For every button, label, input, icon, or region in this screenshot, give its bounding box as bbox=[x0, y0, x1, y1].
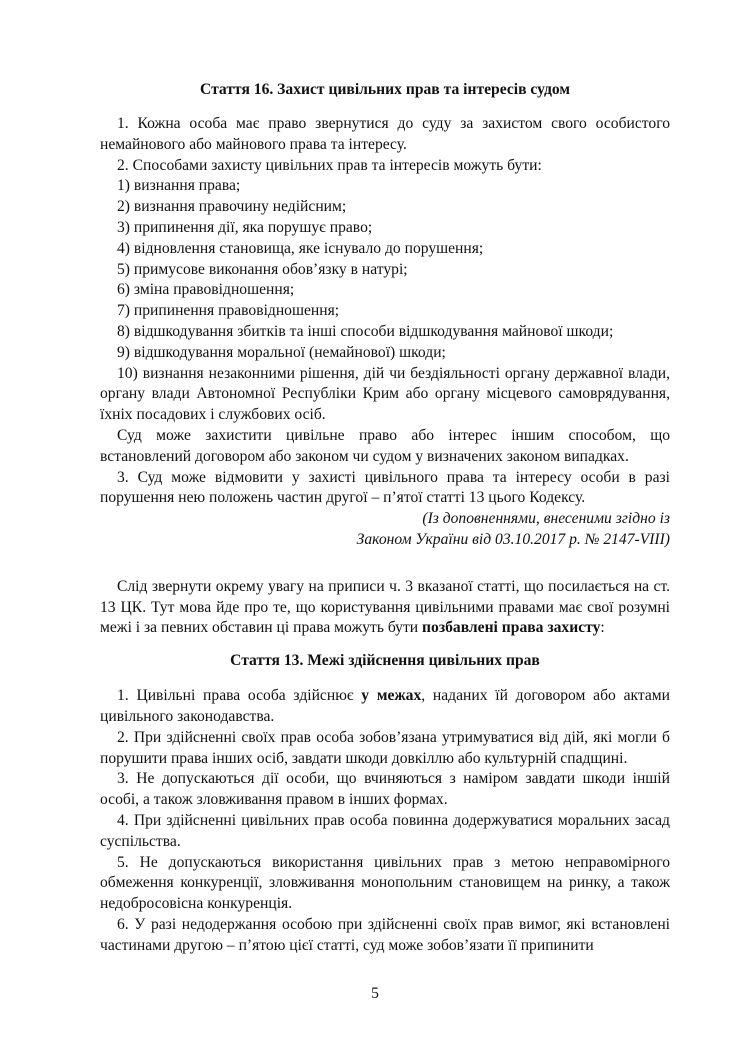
article-13-paragraph-6: 6. У разі недодержання особою при здійсненні своїх прав вимог, які встановлені частинами другою – п’ятою цієї статті, суд може зобов’язати її припинити bbox=[100, 915, 670, 954]
article-13-paragraph-5: 5. Не допускаються використання цивільних прав з метою неправомірного обмеження конкуренції, зловживання монопольним становищем на ринку, а також недобросовісна конкуренція. bbox=[100, 853, 670, 913]
article-16-paragraph-3: Суд може захистити цивільне право або інтерес іншим способом, що встановлений договором або законом чи судом у визначених законом випадках. bbox=[100, 426, 670, 465]
article-16-paragraph-2: 2. Способами захисту цивільних прав та інтересів можуть бути: bbox=[117, 156, 542, 174]
page-number: 5 bbox=[371, 985, 379, 1002]
section-spacer bbox=[100, 551, 670, 577]
article-13-p1-text: 1. Цивільні права особа здійснює bbox=[117, 687, 362, 705]
list-item: 5) примусове виконання обов’язку в натурі; bbox=[117, 260, 408, 278]
list-item: 4) відновлення становища, яке існувало до порушення; bbox=[117, 239, 484, 257]
list-item: 8) відшкодування збитків та інші способи відшкодування майнової шкоди; bbox=[117, 322, 614, 340]
article-13-paragraph-3: 3. Не допускаються дії особи, що вчиняються з наміром завдати шкоди іншій особі, а також зловживання правом в інших формах. bbox=[100, 770, 670, 809]
article-13-title: Стаття 13. Межі здійснення цивільних прав bbox=[230, 652, 540, 670]
commentary-paragraph bbox=[100, 577, 670, 639]
list-item: 2) визнання правочину недійсним; bbox=[117, 198, 347, 216]
list-item: 3) припинення дії, яка порушує право; bbox=[117, 218, 373, 236]
commentary-text: Слід звернути окрему увагу на приписи ч. 3 вказаної статті, що посилається на ст. 13 ЦК. Тут мова йде про те, що користування цивільними правами має свої розумні межі і за певних обставин ці права можуть бути bbox=[100, 577, 670, 637]
amendment-note-line-1: (Із доповненнями, внесеними згідно із bbox=[422, 510, 670, 528]
article-13-paragraph-1 bbox=[100, 686, 670, 728]
article-13-p1-rest: , наданих їй договором або актами цивільного законодавства. bbox=[100, 687, 670, 725]
list-item: 10) визнання незаконними рішення, дій чи бездіяльності органу державної влади, органу влади Автономної Республіки Крим або органу місцевого самоврядування, їхніх посадових і службових осіб. bbox=[100, 364, 670, 424]
article-13-paragraph-4: 4. При здійсненні цивільних прав особа повинна додержуватися моральних засад суспільства. bbox=[100, 811, 670, 850]
list-item: 7) припинення правовідношення; bbox=[117, 302, 340, 320]
list-item: 6) зміна правовідношення; bbox=[117, 281, 295, 299]
commentary-emphasis: позбавлені права захисту bbox=[422, 619, 601, 637]
commentary-end: : bbox=[600, 619, 605, 637]
page-content bbox=[100, 80, 670, 956]
amendment-note-line-2: Законом України від 03.10.2017 р. № 2147-VIII) bbox=[356, 530, 670, 548]
article-16-paragraph-1: 1. Кожна особа має право звернутися до суду за захистом свого особистого немайнового або майнового права та інтересу. bbox=[100, 115, 670, 153]
article-16-paragraph-4: 3. Суд може відмовити у захисті цивільного права та інтересу особи в разі порушення нею положень частин другої – п’ятої статті 13 цього Кодексу. bbox=[100, 468, 670, 507]
protection-methods-list bbox=[100, 176, 670, 426]
list-item: 9) відшкодування моральної (немайнової) шкоди; bbox=[117, 343, 446, 361]
article-16-title: Стаття 16. Захист цивільних прав та інтересів судом bbox=[200, 81, 570, 98]
article-13-p1-emphasis: у межах bbox=[361, 687, 422, 705]
list-item: 1) визнання права; bbox=[117, 177, 241, 195]
article-13-paragraph-2: 2. При здійсненні своїх прав особа зобов’язана утримуватися від дій, які могли б порушити права інших осіб, завдати шкоди довкіллю або культурній спадщині. bbox=[100, 728, 670, 767]
